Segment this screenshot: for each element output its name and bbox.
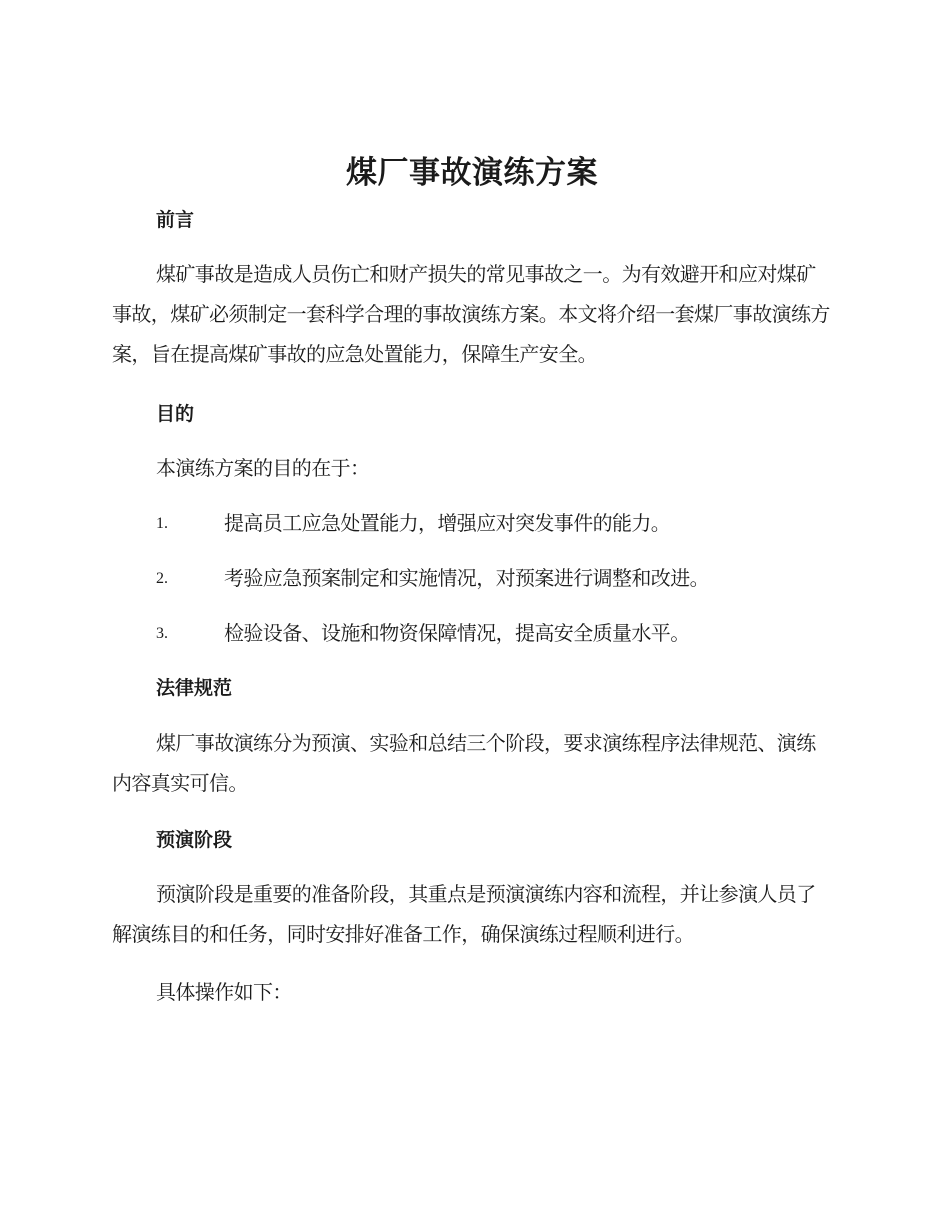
list-item xyxy=(112,618,832,648)
section-heading-rehearsal: 预演阶段 xyxy=(156,829,233,851)
list-item-number: 2. xyxy=(156,570,168,587)
regulation-paragraph: 煤厂事故演练分为预演、实验和总结三个阶段，要求演练程序法律规范、演练内容真实可信。 xyxy=(112,731,816,795)
section-heading-regulation: 法律规范 xyxy=(156,677,233,699)
purpose-intro: 本演练方案的目的在于： xyxy=(156,456,370,480)
list-item-number: 3. xyxy=(156,625,168,642)
rehearsal-ops-intro: 具体操作如下： xyxy=(156,980,292,1004)
list-item-number: 1. xyxy=(156,515,168,532)
preface-paragraph: 煤矿事故是造成人员伤亡和财产损失的常见事故之一。为有效避开和应对煤矿事故，煤矿必须制定一套科学合理的事故演练方案。本文将介绍一套煤厂事故演练方案，旨在提高煤矿事故的应急处置能力，保障生产安全。 xyxy=(112,262,830,366)
list-item-text: 检验设备、设施和物资保障情况，提高安全质量水平。 xyxy=(224,621,690,645)
list-item xyxy=(112,563,832,593)
list-item-text: 提高员工应急处置能力，增强应对突发事件的能力。 xyxy=(224,511,671,535)
list-item xyxy=(112,508,832,538)
section-heading-purpose: 目的 xyxy=(156,403,195,425)
list-item-text: 考验应急预案制定和实施情况，对预案进行调整和改进。 xyxy=(224,566,709,590)
rehearsal-paragraph: 预演阶段是重要的准备阶段，其重点是预演演练内容和流程，并让参演人员了解演练目的和任务，同时安排好准备工作，确保演练过程顺利进行。 xyxy=(112,882,816,946)
document-title: 煤厂事故演练方案 xyxy=(346,155,598,191)
section-heading-preface: 前言 xyxy=(156,209,195,231)
